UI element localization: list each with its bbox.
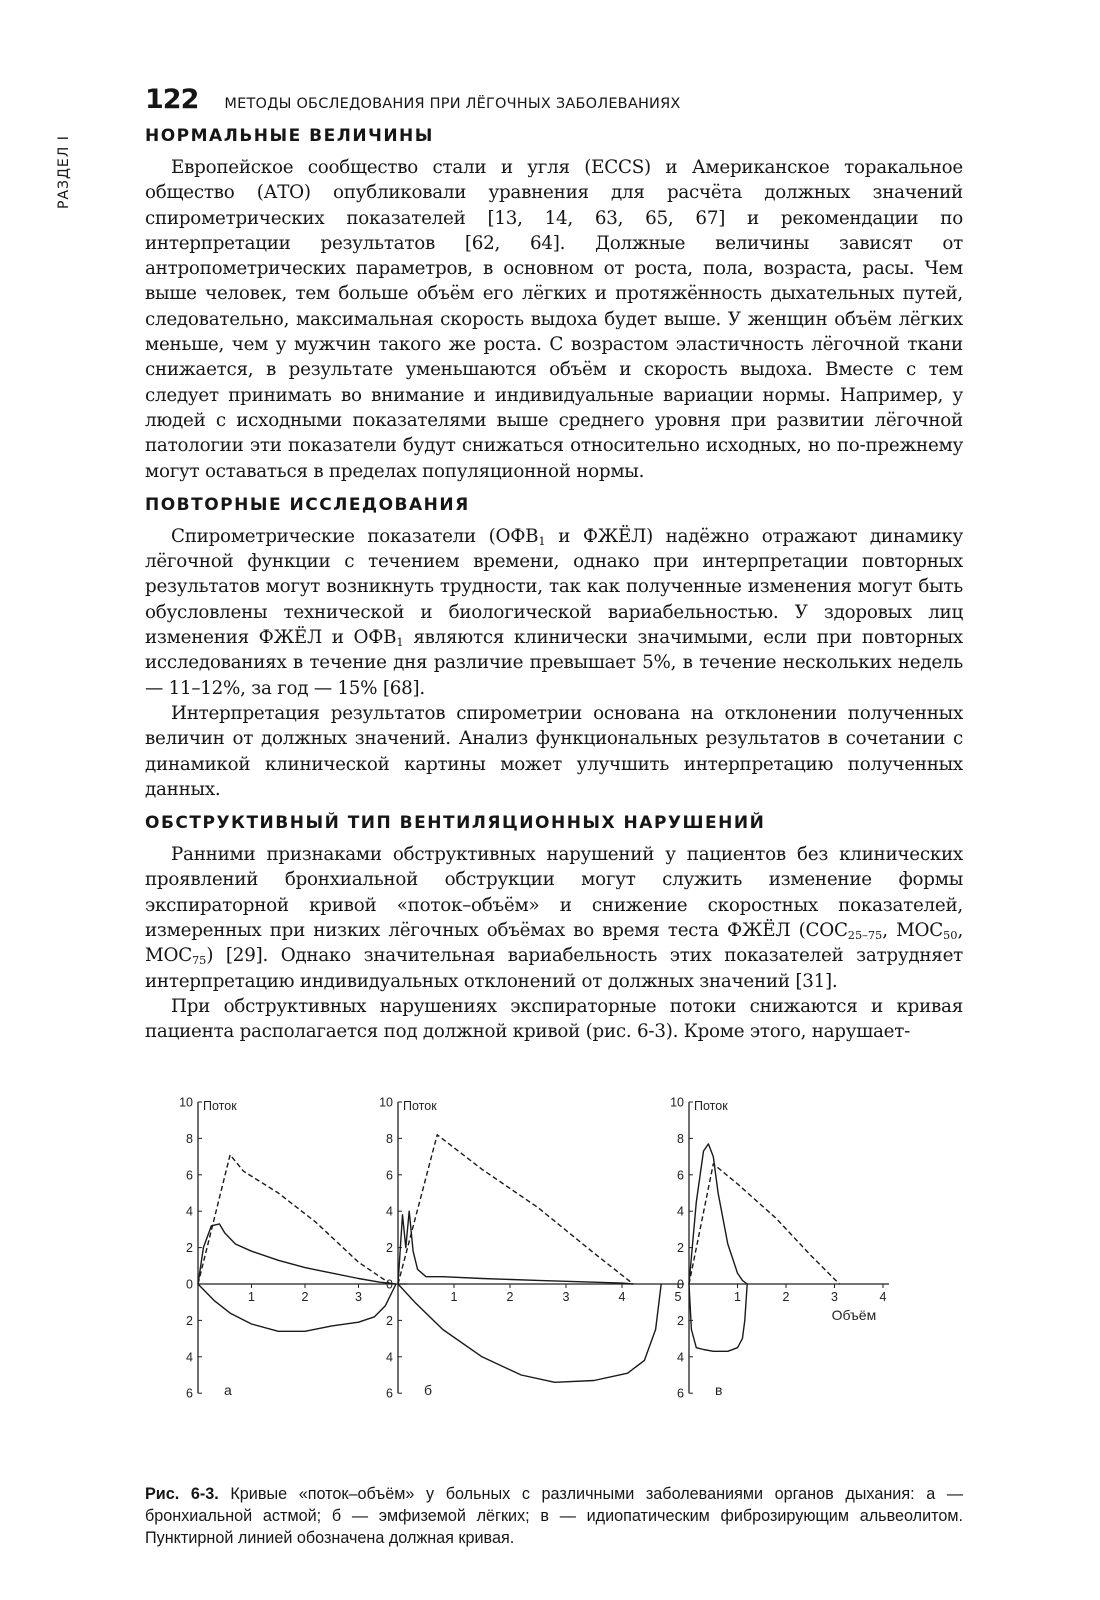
text-run: ) [29]. Однако значительная вариабельность этих показателей затрудняет интерпретацию индивидуальных отклонений от должных значений [31]. (145, 945, 963, 992)
y-axis-label: Поток (694, 1099, 728, 1113)
page-header (145, 84, 965, 120)
y-tick-label: 4 (186, 1350, 193, 1365)
y-tick-label: 6 (186, 1168, 193, 1183)
y-tick-label: 0 (386, 1277, 393, 1292)
y-tick-label: 8 (677, 1131, 684, 1146)
page-number: 122 (145, 84, 199, 115)
panel-label: б (424, 1382, 433, 1399)
figure-flow-volume-curves (150, 1088, 940, 1468)
y-tick-label: 6 (386, 1168, 393, 1183)
panel-label: в (715, 1382, 723, 1399)
y-tick-label: 6 (386, 1386, 393, 1401)
paragraph: Интерпретация результатов спирометрии основана на отклонении полученных величин от должных значений. Анализ функциональных результатов в сочетании с динамикой клинической картины может улучшить интерпретацию полученных данных. (145, 702, 963, 800)
subscript: 75 (191, 953, 207, 968)
y-axis-label: Поток (403, 1099, 437, 1113)
heading-normal-values: НОРМАЛЬНЫЕ ВЕЛИЧИНЫ (145, 126, 434, 146)
paragraph: Европейское сообщество стали и угля (ECCS) и Американское торакальное общество (АТО) опубликовали уравнения для расчёта должных значений спирометрических показателей [13, 14, 63, 65, 67] и рекомендации по интерпретации результатов [62, 64]. Должные величины зависят от антропометрических параметров, в основном от роста, пола, возраста, расы. Чем выше человек, тем больше объём его лёгких и протяжённость дыхательных путей, следовательно, максимальная скорость выдоха будет выше. У женщин объём лёгких меньше, чем у мужчин такого же роста. С возрастом эластичность лёгочной ткани снижается, в результате уменьшаются объём и скорость выдоха. Вместе с тем следует принимать во внимание и индивидуальные вариации нормы. Например, у людей с исходными показателями выше среднего уровня при развитии лёгочной патологии эти показатели будут снижаться относительно исходных, но по-прежнему могут оставаться в пределах популяционной нормы. (145, 157, 963, 482)
x-tick-label: 2 (301, 1290, 309, 1304)
main-text (145, 125, 963, 1045)
x-tick-label: 2 (506, 1290, 514, 1304)
x-tick-label: 4 (879, 1290, 887, 1304)
y-tick-label: 2 (677, 1313, 684, 1328)
y-tick-label: 0 (677, 1277, 684, 1292)
x-tick-label: 1 (450, 1290, 458, 1304)
subscript: 50 (943, 927, 958, 942)
x-tick-label: 1 (734, 1290, 741, 1304)
running-head: МЕТОДЫ ОБСЛЕДОВАНИЯ ПРИ ЛЁГОЧНЫХ ЗАБОЛЕВАНИЯХ (224, 96, 681, 112)
subscript: 25–75 (847, 927, 883, 942)
flow-volume-chart (150, 1088, 940, 1468)
y-tick-label: 6 (186, 1386, 193, 1401)
caption-lead: Рис. 6-3. (145, 1485, 219, 1503)
heading-obstructive-type: ОБСТРУКТИВНЫЙ ТИП ВЕНТИЛЯЦИОННЫХ НАРУШЕНИЙ (145, 813, 766, 834)
figure-caption (145, 1483, 963, 1549)
caption-text: Кривые «поток–объём» у больных с различными заболеваниями органов дыхания: а — бронхиальной астмой; б — эмфиземой лёгких; в — идиопатическим фиброзирующим альвеолитом. Пунктирной линией обозначена должная кривая. (145, 1485, 964, 1547)
x-tick-label: 3 (831, 1290, 838, 1304)
section-side-label: РАЗДЕЛ I (56, 135, 72, 209)
y-tick-label: 6 (677, 1386, 684, 1401)
x-axis-label: Объём (831, 1307, 877, 1323)
y-tick-label: 4 (677, 1350, 684, 1365)
y-tick-label: 2 (386, 1241, 393, 1256)
y-tick-label: 8 (186, 1131, 193, 1146)
predicted-curve (398, 1135, 633, 1284)
y-tick-label: 4 (677, 1204, 684, 1219)
y-tick-label: 2 (186, 1313, 193, 1328)
y-tick-label: 8 (386, 1131, 393, 1146)
panel-label: а (224, 1382, 232, 1399)
y-tick-label: 0 (186, 1277, 193, 1292)
text-run: , МОС (145, 920, 963, 967)
x-tick-label: 3 (355, 1290, 362, 1304)
x-tick-label: 5 (674, 1290, 682, 1304)
y-tick-label: 10 (670, 1095, 684, 1110)
x-tick-label: 3 (562, 1290, 570, 1304)
y-tick-label: 10 (179, 1095, 193, 1110)
y-tick-label: 2 (186, 1241, 193, 1256)
text-run: Спирометрические показатели (ОФВ (171, 525, 539, 547)
text-run: являются клинически значимыми, если при повторных исследованиях в течение дня различие превышает 5%, в течение нескольких недель — 11–12%, за год — 15% [68]. (145, 627, 963, 699)
subscript: 1 (396, 634, 404, 649)
y-tick-label: 4 (386, 1350, 393, 1365)
y-tick-label: 4 (186, 1204, 193, 1219)
text-run: Ранними признаками обструктивных нарушений у пациентов без клинических проявлений бронхиальной обструкции могут служить изменение формы экспираторной кривой «поток–объём» и снижение скоростных показателей, измеренных при низких лёгочных объёмах во время теста ФЖЁЛ (СОС (145, 844, 963, 942)
y-tick-label: 10 (379, 1095, 393, 1110)
y-tick-label: 4 (386, 1204, 393, 1219)
x-tick-label: 2 (782, 1290, 790, 1304)
patient-curve (198, 1284, 396, 1331)
patient-curve (398, 1211, 633, 1284)
x-tick-label: 4 (618, 1290, 626, 1304)
paragraph: При обструктивных нарушениях экспираторные потоки снижаются и кривая пациента располагается под должной кривой (рис. 6-3). Кроме этого, нарушает- (145, 995, 963, 1043)
paragraph (145, 842, 963, 994)
y-axis-label: Поток (203, 1099, 237, 1113)
y-tick-label: 2 (677, 1241, 684, 1256)
heading-repeat-studies: ПОВТОРНЫЕ ИССЛЕДОВАНИЯ (145, 494, 470, 515)
y-tick-label: 2 (386, 1313, 393, 1328)
paragraph (145, 524, 963, 701)
y-tick-label: 6 (677, 1168, 684, 1183)
subscript: 1 (538, 533, 546, 548)
patient-curve (689, 1144, 747, 1284)
text-run: и ФЖЁЛ) надёжно отражают динамику лёгочной функции с течением времени, однако при интерпретации повторных результатов могут возникнуть трудности, так как полученные изменения могут быть обусловлены технической и биологической вариабельностью. У здоровых лиц изменения ФЖЁЛ и ОФВ (145, 525, 963, 649)
predicted-curve (689, 1164, 839, 1284)
text-run: , МОС (882, 920, 944, 942)
patient-curve (198, 1224, 396, 1284)
x-tick-label: 1 (248, 1290, 255, 1304)
